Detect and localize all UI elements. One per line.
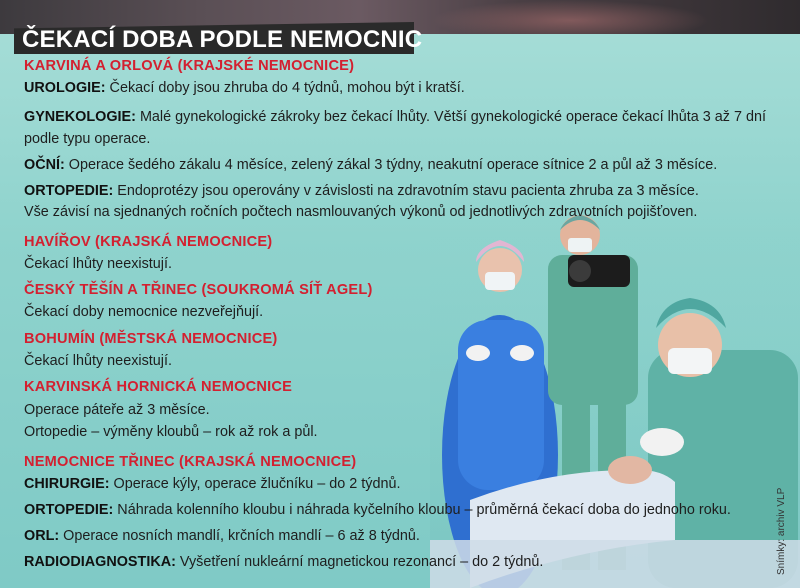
hospital-heading: KARVINSKÁ HORNICKÁ NEMOCNICE bbox=[24, 379, 293, 395]
entry-text: Čekací doby nemocnice nezveřejňují. bbox=[24, 304, 264, 320]
entry-line bbox=[24, 256, 172, 272]
specialty-label: OČNÍ: bbox=[24, 157, 65, 173]
entry-line bbox=[24, 424, 318, 440]
specialty-label: RADIODIAGNOSTIKA: bbox=[24, 554, 176, 570]
specialty-label: ORTOPEDIE: bbox=[24, 183, 114, 199]
entry-line bbox=[24, 353, 172, 369]
entry-text: Operace šedého zákalu 4 měsíce, zelený zákal 3 týdny, neakutní operace sítnice 2 a půl až 3 měsíce. bbox=[68, 157, 718, 173]
entry-text: Ortopedie – výměny kloubů – rok až rok a půl. bbox=[24, 424, 318, 440]
entry-text: Operace nosních mandlí, krčních mandlí – 6 až 8 týdnů. bbox=[63, 528, 420, 544]
specialty-label: ORL: bbox=[24, 528, 60, 544]
entry-line bbox=[24, 131, 150, 147]
entry-text: Vyšetření nukleární magnetickou rezonancí – do 2 týdnů. bbox=[179, 554, 544, 570]
specialty-label: UROLOGIE: bbox=[24, 80, 106, 96]
entry-text: Vše závisí na sjednaných ročních počtech nasmlouvaných výkonů od jednotlivých zdravotních pojišťoven. bbox=[24, 204, 698, 220]
photo-credit: Snímky: archiv VLP bbox=[776, 487, 787, 575]
specialty-label: GYNEKOLOGIE: bbox=[24, 109, 136, 125]
entry-text: Čekací lhůty neexistují. bbox=[24, 353, 172, 369]
entry-text: Operace páteře až 3 měsíce. bbox=[24, 402, 210, 418]
entry-line bbox=[24, 304, 263, 320]
surgery-photo bbox=[430, 200, 800, 588]
entry-text: podle typu operace. bbox=[24, 131, 151, 147]
specialty-label: ORTOPEDIE: bbox=[24, 502, 114, 518]
entry-line bbox=[24, 109, 766, 125]
entry-text: Operace kýly, operace žlučníku – do 2 týdnů. bbox=[113, 476, 401, 492]
entry-line bbox=[24, 528, 420, 544]
hospital-heading: KARVINÁ A ORLOVÁ (KRAJSKÉ NEMOCNICE) bbox=[24, 58, 355, 74]
entry-text: Čekací lhůty neexistují. bbox=[24, 256, 172, 272]
entry-text: Malé gynekologické zákroky bez čekací lhůty. Větší gynekologické operace čekací lhůta 3 až 7 dní bbox=[139, 109, 767, 125]
hospital-heading: BOHUMÍN (MĚSTSKÁ NEMOCNICE) bbox=[24, 331, 278, 347]
entry-line bbox=[24, 183, 699, 199]
entry-line bbox=[24, 476, 400, 492]
entry-line bbox=[24, 402, 210, 418]
entry-line bbox=[24, 80, 465, 96]
headline: ČEKACÍ DOBA PODLE NEMOCNIC bbox=[22, 26, 423, 53]
entry-line bbox=[24, 502, 731, 518]
entry-text: Endoprotézy jsou operovány v závislosti na zdravotním stavu pacienta zhruba za 3 měsíce. bbox=[117, 183, 699, 199]
entry-line bbox=[24, 157, 717, 173]
entry-text: Náhrada kolenního kloubu i náhrada kyčelního kloubu – průměrná čekací doba do jednoho roku. bbox=[117, 502, 731, 518]
hospital-heading: HAVÍŘOV (KRAJSKÁ NEMOCNICE) bbox=[24, 234, 273, 250]
entry-text: Čekací doby jsou zhruba do 4 týdnů, mohou být i kratší. bbox=[109, 80, 465, 96]
entry-line bbox=[24, 554, 543, 570]
entry-line bbox=[24, 204, 697, 220]
hospital-heading: ČESKÝ TĚŠÍN A TŘINEC (SOUKROMÁ SÍŤ AGEL) bbox=[24, 282, 373, 298]
hospital-heading: NEMOCNICE TŘINEC (KRAJSKÁ NEMOCNICE) bbox=[24, 454, 357, 470]
specialty-label: CHIRURGIE: bbox=[24, 476, 110, 492]
